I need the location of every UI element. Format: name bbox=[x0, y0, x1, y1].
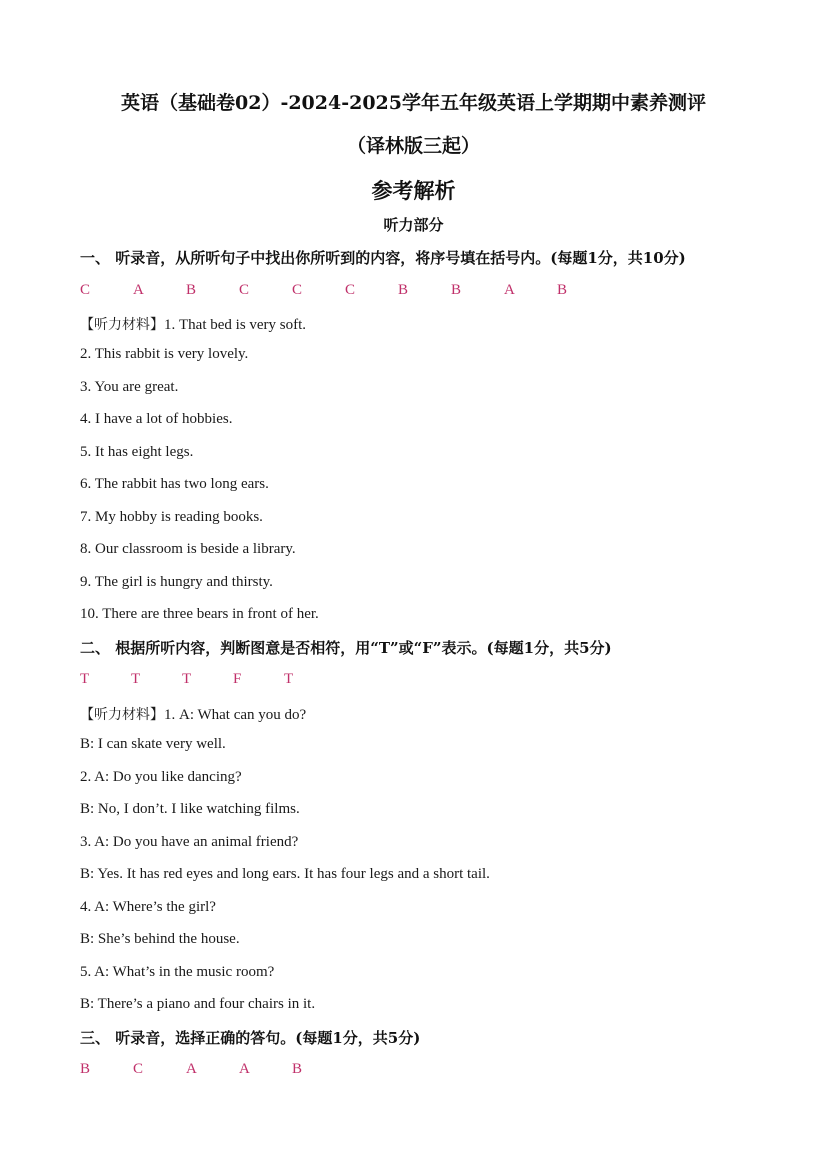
answer: C bbox=[345, 282, 356, 298]
material-line: B: I can skate very well. bbox=[80, 736, 226, 752]
material-line: B: Yes. It has red eyes and long ears. It has four legs and a short tail. bbox=[80, 866, 490, 882]
document-subtitle: 参考解析 bbox=[371, 178, 456, 203]
answer: T bbox=[131, 671, 141, 687]
answer: A bbox=[504, 282, 515, 298]
material-tag: 【听力材料】 bbox=[80, 707, 164, 723]
part-heading: 听力部分 bbox=[383, 216, 444, 234]
material-line: 5. It has eight legs. bbox=[80, 444, 194, 460]
answer: T bbox=[182, 671, 192, 687]
material-line: 4. A: Where’s the girl? bbox=[80, 899, 216, 915]
answer: T bbox=[284, 671, 294, 687]
material-line: 【听力材料】1. That bed is very soft. bbox=[80, 317, 307, 333]
section-3-heading: 三、 听录音，选择正确的答句。(每题1分，共5分) bbox=[80, 1029, 421, 1047]
material-line: 8. Our classroom is beside a library. bbox=[80, 541, 296, 557]
section-2-heading: 二、 根据所听内容，判断图意是否相符，用“T”或“F”表示。(每题1分，共5分) bbox=[80, 639, 612, 657]
answer: T bbox=[80, 671, 90, 687]
answer: B bbox=[451, 282, 462, 298]
answer: C bbox=[292, 282, 303, 298]
answer: C bbox=[239, 282, 250, 298]
document-edition: （译林版三起） bbox=[346, 135, 480, 157]
answer: B bbox=[557, 282, 568, 298]
section-3-answers bbox=[80, 1061, 340, 1083]
material-line: B: She’s behind the house. bbox=[80, 931, 240, 947]
material-line: 4. I have a lot of hobbies. bbox=[80, 411, 233, 427]
answer: C bbox=[80, 282, 91, 298]
material-line: 3. A: Do you have an animal friend? bbox=[80, 834, 299, 850]
answer: C bbox=[133, 1061, 144, 1077]
material-line: 3. You are great. bbox=[80, 379, 179, 395]
answer: B bbox=[292, 1061, 303, 1077]
answer: B bbox=[80, 1061, 91, 1077]
answer: F bbox=[233, 671, 242, 687]
document-title: 英语（基础卷02）-2024-2025学年五年级英语上学期期中素养测评 bbox=[121, 92, 706, 114]
material-line: 7. My hobby is reading books. bbox=[80, 509, 263, 525]
answer: A bbox=[239, 1061, 250, 1077]
material-line: B: No, I don’t. I like watching films. bbox=[80, 801, 300, 817]
material-line: 9. The girl is hungry and thirsty. bbox=[80, 574, 273, 590]
material-line: B: There’s a piano and four chairs in it. bbox=[80, 996, 316, 1012]
material-line: 10. There are three bears in front of her. bbox=[80, 606, 319, 622]
answer: B bbox=[398, 282, 409, 298]
material-line: 6. The rabbit has two long ears. bbox=[80, 476, 269, 492]
section-1-answers bbox=[80, 282, 580, 304]
section-2-answers bbox=[80, 671, 340, 693]
material-line: 【听力材料】1. A: What can you do? bbox=[80, 707, 307, 723]
answer: B bbox=[186, 282, 197, 298]
material-line: 5. A: What’s in the music room? bbox=[80, 964, 275, 980]
material-line: 2. A: Do you like dancing? bbox=[80, 769, 242, 785]
section-1-heading: 一、 听录音，从所听句子中找出你所听到的内容，将序号填在括号内。(每题1分，共10分) bbox=[80, 249, 686, 267]
material-tag: 【听力材料】 bbox=[80, 317, 164, 333]
answer: A bbox=[133, 282, 144, 298]
material-line: 2. This rabbit is very lovely. bbox=[80, 346, 249, 362]
answer: A bbox=[186, 1061, 197, 1077]
